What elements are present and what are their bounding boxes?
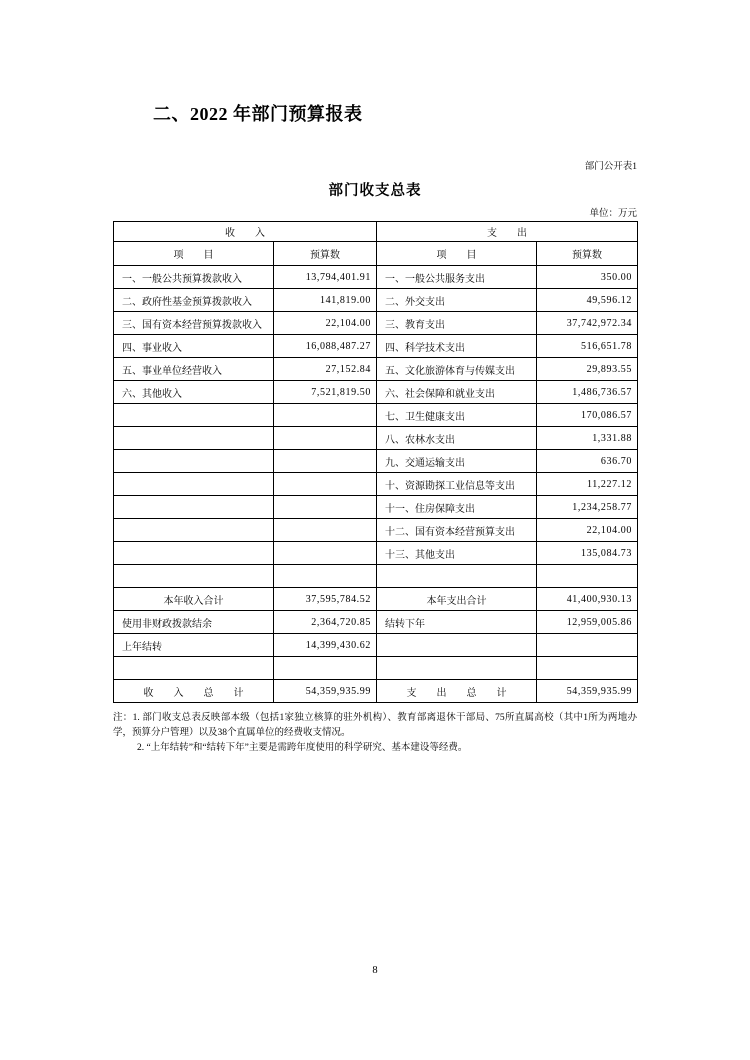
amount-cell [274, 427, 377, 450]
budget-summary-table [113, 221, 638, 703]
table-row [114, 427, 638, 450]
table-row [114, 657, 638, 680]
table-row [114, 680, 638, 703]
item-cell: 十、资源勘探工业信息等支出 [377, 473, 537, 496]
item-cell: 支 出 总 计 [377, 680, 537, 703]
amount-cell: 29,893.55 [537, 358, 638, 381]
item-cell: 七、卫生健康支出 [377, 404, 537, 427]
item-cell: 六、其他收入 [114, 381, 274, 404]
item-cell: 五、文化旅游体育与传媒支出 [377, 358, 537, 381]
item-cell [114, 473, 274, 496]
table-header-row-groups [114, 222, 638, 242]
amount-cell [274, 519, 377, 542]
item-cell: 一、一般公共服务支出 [377, 266, 537, 289]
expenditure-item-column-header: 项 目 [377, 242, 537, 266]
table-tag-label: 部门公开表1 [584, 162, 637, 172]
amount-cell [274, 404, 377, 427]
item-cell: 十三、其他支出 [377, 542, 537, 565]
income-group-header: 收 入 [114, 222, 377, 242]
item-cell: 收 入 总 计 [114, 680, 274, 703]
table-row [114, 404, 638, 427]
table-row [114, 289, 638, 312]
item-cell [114, 519, 274, 542]
table-row [114, 565, 638, 588]
note-line-1: 注：1. 部门收支总表反映部本级（包括1家独立核算的驻外机构）、教育部离退休干部局、75所直属高校（其中1所为两地办学，预算分户管理）以及38个直属单位的经费收支情况。 [113, 713, 637, 738]
item-cell: 本年支出合计 [377, 588, 537, 611]
item-cell: 五、事业单位经营收入 [114, 358, 274, 381]
item-cell: 六、社会保障和就业支出 [377, 381, 537, 404]
item-cell: 一、一般公共预算拨款收入 [114, 266, 274, 289]
item-cell [114, 496, 274, 519]
item-cell: 四、事业收入 [114, 335, 274, 358]
amount-cell: 516,651.78 [537, 335, 638, 358]
amount-cell: 2,364,720.85 [274, 611, 377, 634]
amount-cell: 11,227.12 [537, 473, 638, 496]
table-row [114, 611, 638, 634]
item-cell: 二、外交支出 [377, 289, 537, 312]
item-cell: 三、国有资本经营预算拨款收入 [114, 312, 274, 335]
item-cell [377, 565, 537, 588]
amount-cell [274, 657, 377, 680]
amount-cell: 27,152.84 [274, 358, 377, 381]
table-row [114, 335, 638, 358]
amount-cell: 350.00 [537, 266, 638, 289]
amount-cell: 1,486,736.57 [537, 381, 638, 404]
item-cell: 结转下年 [377, 611, 537, 634]
notes-block [113, 711, 637, 756]
amount-cell: 16,088,487.27 [274, 335, 377, 358]
amount-cell [537, 565, 638, 588]
table-header-row-columns [114, 242, 638, 266]
table-row [114, 519, 638, 542]
amount-cell: 170,086.57 [537, 404, 638, 427]
item-cell: 上年结转 [114, 634, 274, 657]
amount-cell: 12,959,005.86 [537, 611, 638, 634]
item-cell [377, 634, 537, 657]
item-cell [114, 565, 274, 588]
table-row [114, 358, 638, 381]
expenditure-budget-column-header: 预算数 [537, 242, 638, 266]
amount-cell: 135,084.73 [537, 542, 638, 565]
item-cell: 八、农林水支出 [377, 427, 537, 450]
item-cell: 三、教育支出 [377, 312, 537, 335]
amount-cell: 54,359,935.99 [274, 680, 377, 703]
table-row [114, 634, 638, 657]
item-cell [114, 657, 274, 680]
amount-cell: 141,819.00 [274, 289, 377, 312]
unit-label: 单位：万元 [589, 209, 637, 219]
item-cell [114, 450, 274, 473]
table-title: 部门收支总表 [328, 183, 422, 199]
table-row [114, 542, 638, 565]
amount-cell: 54,359,935.99 [537, 680, 638, 703]
table-row [114, 312, 638, 335]
amount-cell: 1,234,258.77 [537, 496, 638, 519]
note-line-2: 2. “上年结转”和“结转下年”主要是需跨年度使用的科学研究、基本建设等经费。 [137, 743, 468, 753]
amount-cell [274, 473, 377, 496]
amount-cell: 37,595,784.52 [274, 588, 377, 611]
amount-cell: 37,742,972.34 [537, 312, 638, 335]
table-row [114, 473, 638, 496]
amount-cell [274, 450, 377, 473]
item-cell: 九、交通运输支出 [377, 450, 537, 473]
item-cell: 十二、国有资本经营预算支出 [377, 519, 537, 542]
table-row [114, 266, 638, 289]
amount-cell [274, 496, 377, 519]
page-number: 8 [372, 965, 378, 976]
item-cell: 十一、住房保障支出 [377, 496, 537, 519]
section-heading: 二、2022 年部门预算报表 [153, 104, 363, 124]
expenditure-group-header: 支 出 [377, 222, 638, 242]
document-sheet [113, 0, 637, 756]
amount-cell: 7,521,819.50 [274, 381, 377, 404]
item-cell [114, 542, 274, 565]
income-budget-column-header: 预算数 [274, 242, 377, 266]
amount-cell: 13,794,401.91 [274, 266, 377, 289]
item-cell: 本年收入合计 [114, 588, 274, 611]
item-cell [377, 657, 537, 680]
amount-cell: 14,399,430.62 [274, 634, 377, 657]
income-item-column-header: 项 目 [114, 242, 274, 266]
amount-cell: 22,104.00 [274, 312, 377, 335]
table-row [114, 450, 638, 473]
amount-cell: 1,331.88 [537, 427, 638, 450]
item-cell: 二、政府性基金预算拨款收入 [114, 289, 274, 312]
amount-cell: 22,104.00 [537, 519, 638, 542]
amount-cell [274, 542, 377, 565]
item-cell: 四、科学技术支出 [377, 335, 537, 358]
amount-cell: 49,596.12 [537, 289, 638, 312]
item-cell [114, 404, 274, 427]
item-cell [114, 427, 274, 450]
amount-cell: 41,400,930.13 [537, 588, 638, 611]
item-cell: 使用非财政拨款结余 [114, 611, 274, 634]
amount-cell [274, 565, 377, 588]
table-row [114, 381, 638, 404]
amount-cell [537, 634, 638, 657]
amount-cell [537, 657, 638, 680]
table-row [114, 588, 638, 611]
table-body [114, 266, 638, 703]
amount-cell: 636.70 [537, 450, 638, 473]
table-row [114, 496, 638, 519]
